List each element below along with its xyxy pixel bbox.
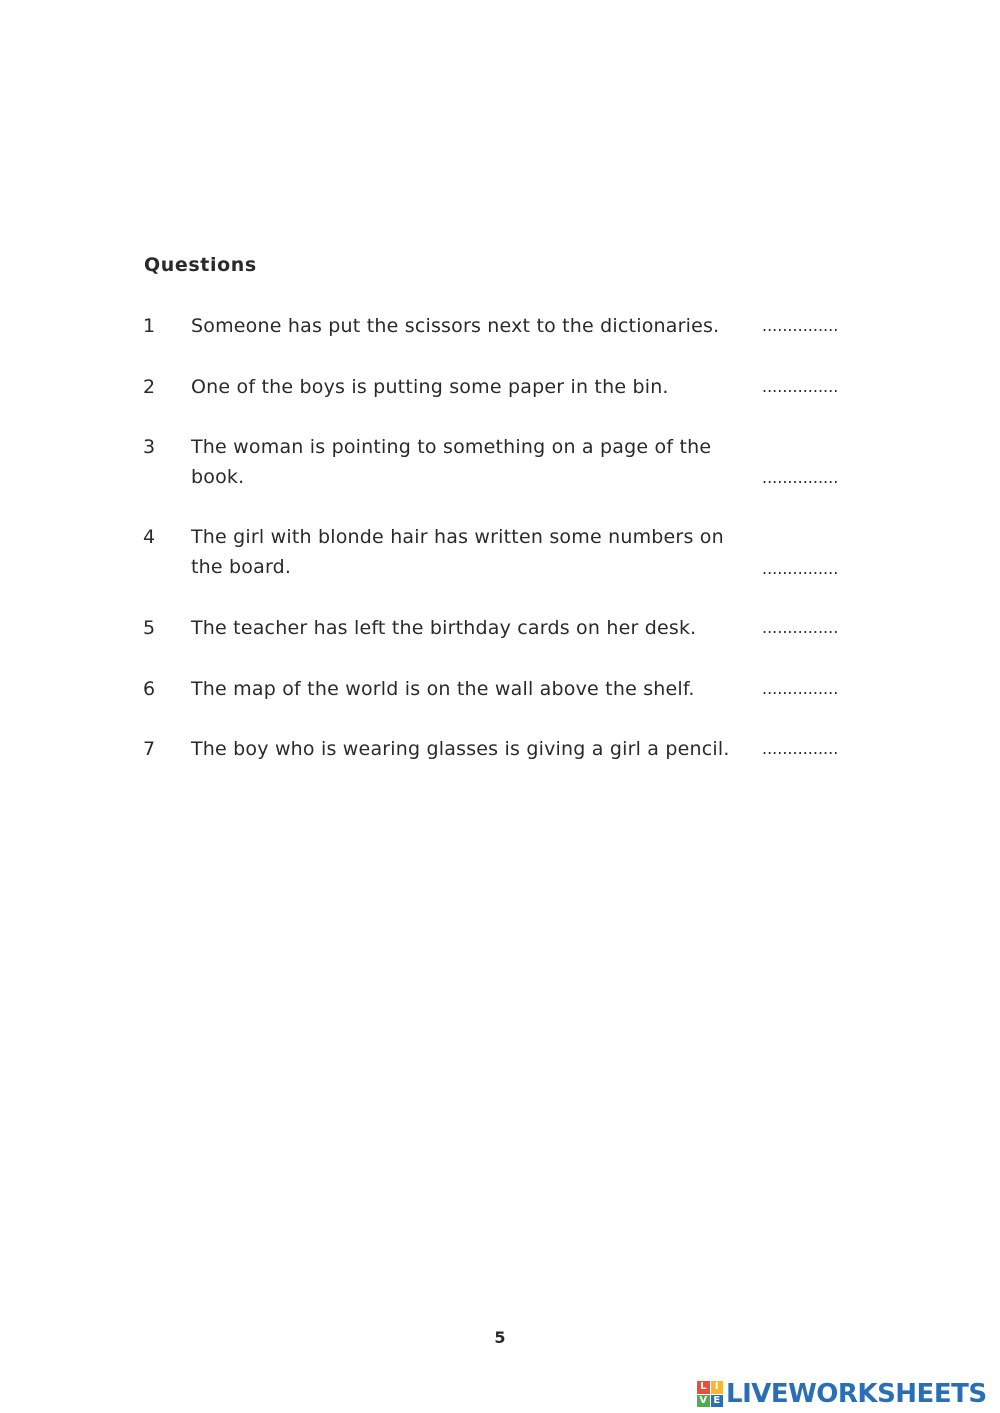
question-number: 6 (143, 678, 156, 700)
question-number: 3 (143, 436, 156, 458)
question-number: 5 (143, 617, 156, 639)
question-text: The map of the world is on the wall above the shelf. (191, 678, 695, 700)
question-text: Someone has put the scissors next to the dictionaries. (191, 315, 720, 337)
logo-mark-letter: I (711, 1381, 724, 1394)
answer-blank[interactable]: ............... (762, 679, 839, 698)
logo-mark-icon (697, 1381, 723, 1407)
answer-blank[interactable]: ............... (762, 377, 839, 396)
logo-mark-letter: V (697, 1395, 710, 1408)
section-heading: Questions (144, 254, 257, 276)
logo-mark-letter: E (711, 1395, 724, 1408)
answer-blank[interactable]: ............... (762, 316, 839, 335)
answer-blank[interactable]: ............... (762, 559, 839, 578)
answer-blank[interactable]: ............... (762, 618, 839, 637)
answer-blank[interactable]: ............... (762, 739, 839, 758)
question-number: 1 (143, 315, 156, 337)
question-text: The teacher has left the birthday cards on her desk. (191, 617, 697, 639)
question-text: The girl with blonde hair has written some numbers on the board. (191, 526, 724, 578)
question-text: The woman is pointing to something on a page of the book. (191, 436, 712, 488)
answer-blank[interactable]: ............... (762, 468, 839, 487)
question-text: One of the boys is putting some paper in the bin. (191, 376, 669, 398)
logo-wordmark: LIVEWORKSHEETS (726, 1379, 987, 1409)
question-number: 4 (143, 526, 156, 548)
page-number: 5 (494, 1328, 506, 1347)
question-number: 7 (143, 738, 156, 760)
liveworksheets-logo (697, 1377, 987, 1411)
question-number: 2 (143, 376, 156, 398)
question-text: The boy who is wearing glasses is giving a girl a pencil. (191, 738, 730, 760)
logo-mark-letter: L (697, 1381, 710, 1394)
